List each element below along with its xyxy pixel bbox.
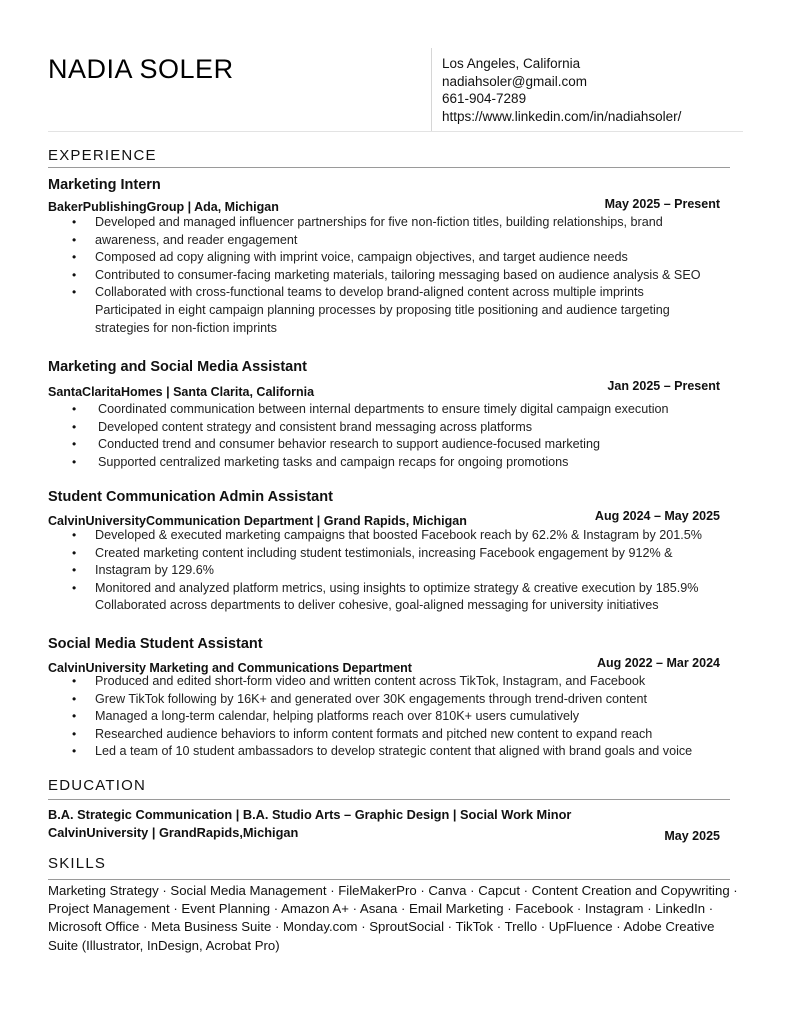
education-date: May 2025 bbox=[664, 829, 720, 843]
bullet-item bbox=[72, 214, 701, 232]
bullet-item bbox=[72, 284, 701, 302]
bullet-text: Developed & executed marketing campaigns that boosted Facebook reach by 62.2% & Instagram by 201.5% bbox=[95, 528, 702, 542]
job-org: SantaClaritaHomes | Santa Clarita, California bbox=[48, 385, 315, 399]
bullet-text: Researched audience behaviors to inform content formats and pitched new content to expand reach bbox=[95, 726, 653, 741]
linkedin-link[interactable]: https://www.linkedin.com/in/nadiahsoler/ bbox=[442, 108, 682, 124]
job-extra-line: Participated in eight campaign planning processes by proposing title positioning and audience targeting bbox=[95, 303, 670, 317]
job-extra-line: Collaborated across departments to deliver cohesive, goal-aligned messaging for university initiatives bbox=[95, 598, 659, 612]
bullet-text: Supported centralized marketing tasks and campaign recaps for ongoing promotions bbox=[98, 454, 569, 469]
bullet-dot: • bbox=[72, 419, 77, 434]
job-extra-line: strategies for non-fiction imprints bbox=[95, 321, 277, 335]
bullet-dot: • bbox=[72, 563, 77, 578]
bullet-item bbox=[72, 708, 692, 726]
bullet-item bbox=[72, 454, 669, 472]
bullet-text: Coordinated communication between internal departments to ensure timely digital campaign execution bbox=[98, 402, 669, 416]
degree-text: B.A. Strategic Communication | B.A. Studio Arts – Graphic Design | Social Work Minor bbox=[48, 807, 572, 822]
bullet-text: Monitored and analyzed platform metrics, using insights to optimize strategy & creative execution by 185.9% bbox=[95, 580, 699, 595]
bullet-dot: • bbox=[72, 232, 77, 247]
bullet-dot: • bbox=[72, 215, 77, 229]
bullet-dot: • bbox=[72, 691, 77, 706]
bullet-item bbox=[72, 401, 669, 419]
job-title: Social Media Student Assistant bbox=[48, 636, 263, 652]
school-text: CalvinUniversity | GrandRapids,Michigan bbox=[48, 825, 299, 840]
email-link[interactable]: nadiahsoler@gmail.com bbox=[442, 73, 588, 89]
bullet-item bbox=[72, 726, 692, 744]
bullet-text: Collaborated with cross-functional teams to develop brand-aligned content across multiple imprints bbox=[95, 285, 644, 300]
job-bullets bbox=[72, 401, 669, 471]
experience-rule bbox=[48, 167, 730, 168]
bullet-dot: • bbox=[72, 726, 77, 741]
bullet-item bbox=[72, 232, 701, 250]
location-text: Los Angeles, California bbox=[442, 56, 581, 71]
bullet-dot: • bbox=[72, 709, 77, 724]
job-date: Aug 2024 – May 2025 bbox=[594, 509, 720, 523]
bullet-text: Conducted trend and consumer behavior research to support audience-focused marketing bbox=[98, 437, 600, 452]
phone-text: 661-904-7289 bbox=[442, 91, 527, 107]
bullet-item bbox=[72, 562, 702, 580]
bullet-item bbox=[72, 436, 669, 454]
bullet-item bbox=[72, 527, 702, 545]
job-bullets bbox=[72, 673, 693, 761]
bullet-item bbox=[72, 267, 701, 285]
skills-list: Marketing Strategy · Social Media Management · FileMakerPro · Canva · Capcut · Content Creation and Copywriting · Project Management · Event Planning · Amazon A+ · Asana · Email Marketing · Facebook · Instagram · LinkedIn · Microsoft Office · Meta Business Suite · Monday.com · SproutSocial · TikTok · Trello · UpFluence · Adobe Creative Suite (Illustrator, InDesign, Acrobat Pro) bbox=[48, 883, 738, 953]
bullet-dot: • bbox=[72, 744, 77, 759]
experience-heading: EXPERIENCE bbox=[48, 147, 157, 164]
bullet-item bbox=[72, 580, 702, 598]
bullet-text: Developed and managed influencer partnerships for five non-fiction titles, building relationships, brand bbox=[95, 215, 663, 229]
job-date: Jan 2025 – Present bbox=[607, 379, 720, 393]
skills-heading: SKILLS bbox=[48, 855, 107, 872]
job-org: BakerPublishingGroup | Ada, Michigan bbox=[48, 200, 279, 214]
education-rule bbox=[48, 799, 730, 800]
bullet-text: awareness, and reader engagement bbox=[95, 232, 298, 247]
bullet-dot: • bbox=[72, 402, 77, 416]
bullet-text: Composed ad copy aligning with imprint voice, campaign objectives, and target audience needs bbox=[95, 250, 628, 265]
bullet-text: Grew TikTok following by 16K+ and generated over 30K engagements through trend-driven content bbox=[95, 691, 648, 706]
bullet-item bbox=[72, 249, 701, 267]
job-title: Student Communication Admin Assistant bbox=[48, 489, 333, 505]
education-heading: EDUCATION bbox=[48, 777, 147, 794]
bullet-text: Produced and edited short-form video and written content across TikTok, Instagram, and Facebook bbox=[95, 674, 646, 688]
bullet-text: Instagram by 129.6% bbox=[95, 563, 215, 578]
bullet-item bbox=[72, 419, 669, 437]
job-date: May 2025 – Present bbox=[604, 197, 720, 211]
job-date: Aug 2022 – Mar 2024 bbox=[597, 656, 720, 670]
bullet-item bbox=[72, 545, 702, 563]
candidate-name: NADIA SOLER bbox=[48, 54, 234, 84]
header-divider bbox=[431, 48, 432, 132]
bullet-dot: • bbox=[72, 437, 77, 452]
bullet-item bbox=[72, 691, 692, 709]
bullet-dot: • bbox=[72, 250, 77, 265]
bullet-text: Created marketing content including student testimonials, increasing Facebook engagement by 912% & bbox=[95, 545, 673, 560]
bullet-item bbox=[72, 673, 692, 691]
job-title: Marketing Intern bbox=[48, 177, 161, 193]
bullet-dot: • bbox=[72, 674, 77, 688]
bullet-text: Managed a long-term calendar, helping platforms reach over 810K+ users cumulatively bbox=[95, 709, 580, 724]
job-bullets bbox=[72, 527, 702, 597]
bullet-dot: • bbox=[72, 454, 77, 469]
job-org: CalvinUniversity Marketing and Communications Department bbox=[48, 661, 412, 675]
skills-rule bbox=[48, 879, 730, 880]
bullet-dot: • bbox=[72, 528, 77, 542]
header-rule bbox=[48, 131, 743, 132]
bullet-text: Contributed to consumer-facing marketing materials, tailoring messaging based on audience analysis & SEO bbox=[95, 267, 701, 282]
bullet-item bbox=[72, 743, 693, 761]
bullet-dot: • bbox=[72, 285, 77, 300]
contact-block bbox=[442, 55, 681, 125]
bullet-text: Led a team of 10 student ambassadors to develop strategic content that aligned with brand goals and voice bbox=[95, 744, 693, 759]
bullet-dot: • bbox=[72, 267, 77, 282]
bullet-text: Developed content strategy and consistent brand messaging across platforms bbox=[98, 419, 533, 434]
job-org: CalvinUniversityCommunication Department | Grand Rapids, Michigan bbox=[48, 514, 467, 528]
job-bullets bbox=[72, 214, 701, 302]
bullet-dot: • bbox=[72, 580, 77, 595]
bullet-dot: • bbox=[72, 545, 77, 560]
job-title: Marketing and Social Media Assistant bbox=[48, 359, 307, 375]
